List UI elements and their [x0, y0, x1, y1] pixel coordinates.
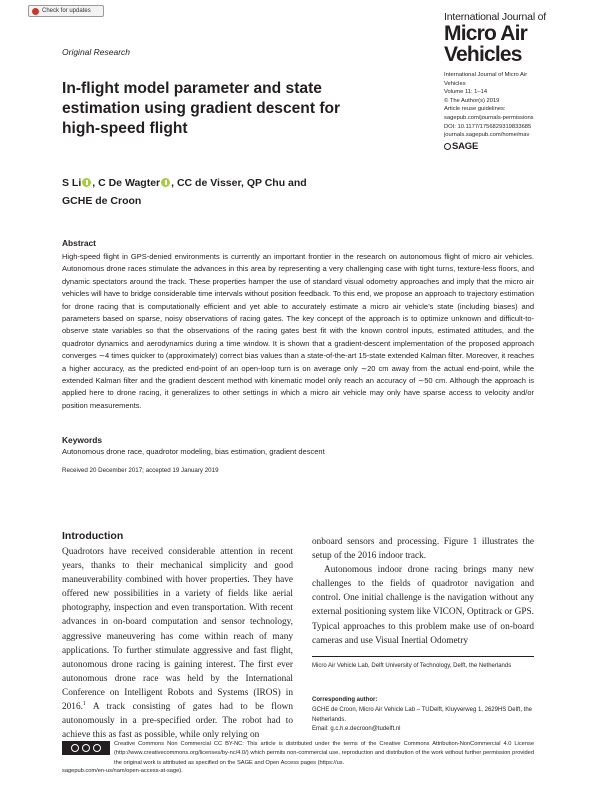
- creative-commons-icon[interactable]: [62, 741, 110, 755]
- meta-line: Article reuse guidelines:: [444, 106, 506, 113]
- journal-name-line-2: Micro Air: [444, 21, 528, 45]
- sage-logo-text: SAGE: [452, 141, 479, 152]
- check-for-updates-badge[interactable]: [28, 5, 104, 17]
- left-column: [62, 545, 293, 742]
- check-for-updates-label: Check for updates: [42, 8, 91, 14]
- citation-ref[interactable]: 1: [82, 700, 86, 707]
- journal-metadata: [444, 71, 579, 140]
- corresponding-author-address: GCHE de Croon, Micro Air Vehicle Lab – TUDelft, Kluyverweg 1, 2629HS Delft, the Netherlands.: [312, 707, 532, 723]
- orcid-icon[interactable]: [82, 178, 91, 187]
- author-name: S Li: [62, 177, 82, 189]
- paragraph: Autonomous indoor drone racing brings many new challenges to the fields of quadrotor navigation and control. One initial challenge is the navigation without any external positioning system like VICON, Optitrack or GPS. Typical approaches to this problem make use of on-board cameras and use Visual Inertial Odometry: [312, 565, 534, 646]
- journal-home-link[interactable]: journals.sagepub.com/home/mav: [444, 132, 530, 139]
- journal-masthead: [444, 12, 584, 65]
- meta-line: International Journal of Micro Air: [444, 72, 528, 78]
- license-link[interactable]: sagepub.com/en-us/nam/open-access-at-sage).: [62, 768, 183, 774]
- meta-line: Vehicles: [444, 80, 466, 87]
- sage-ring-icon: [444, 143, 451, 150]
- corresponding-author-details: [312, 706, 534, 735]
- article-type: Original Research: [62, 47, 131, 57]
- check-for-updates-icon: [32, 8, 39, 15]
- sage-logo: [444, 141, 478, 152]
- author-name: GCHE de Croon: [62, 195, 142, 207]
- corresponding-author-email[interactable]: Email: g.c.h.e.decroon@tudelft.nl: [312, 726, 401, 732]
- footnote-divider: [312, 656, 534, 657]
- meta-line: © The Author(s) 2019: [444, 97, 500, 104]
- abstract-heading: Abstract: [62, 238, 96, 248]
- cc-circle-icon: [71, 744, 79, 752]
- keywords-heading: Keywords: [62, 435, 103, 445]
- author-name: , CC de Visser, QP Chu and: [171, 177, 307, 189]
- doi-link[interactable]: DOI: 10.1177/1756829319833685: [444, 123, 532, 130]
- received-date: Received 20 December 2017; accepted 19 January 2019: [62, 467, 219, 474]
- paper-title: In-flight model parameter and state estimation using gradient descent for high-speed flight: [62, 80, 341, 137]
- author-name: , C De Wagter: [92, 177, 161, 189]
- abstract-text: High-speed flight in GPS-denied environments is currently an important frontier in the research on autonomous flight of micro air vehicles. Autonomous drone races stimulate the advances in this area by representing a very challenging case with tight turns, texture-less floors, and dynamic spectators around the track. These properties hamper the use of standard visual odometry approaches and imply that the micro air vehicles will have to bridge considerable time intervals without position feedback. To this end, we propose an approach to trajectory estimation for drone racing that is computationally efficient and yet able to accurately estimate a micro air vehicle’s state (including biases) and parameters based on sparse, noisy observations of racing gates. The key concept of the approach is to optimize unknown and difficult-to-observe state variables so that the observations of the racing gates best fit with the known control inputs, estimated attitudes, and the quadrotor dynamics and aerodynamics during a time window. It is shown that a gradient-descent implementation of the proposed approach converges ∼4 times quicker to (approximately) correct bias values than a state-of-the-art 15-state extended Kalman filter. Moreover, it reaches a higher accuracy, as the predicted end-point of an open-loop turn is on average only ∼20 cm away from the actual end-point, while the extended Kalman filter and the gradient descent method with kinematic model only reach an accuracy of ∼50 cm. Although the approach is applied here to drone racing, it generalizes to other settings in which a micro air vehicle may only have sparse access to velocity and/or position measurements.: [62, 252, 534, 410]
- affiliation: Micro Air Vehicle Lab, Delft University of Technology, Delft, the Netherlands: [312, 663, 512, 669]
- nc-circle-icon: [93, 744, 101, 752]
- right-column: [312, 535, 534, 648]
- intro-text: A track consisting of gates had to be flown autonomously in a pre-specified order. The robot had to achieve this as fast as possible, while only relying on: [62, 702, 293, 741]
- author-list: [62, 174, 382, 210]
- reuse-link[interactable]: sagepub.com/journals-permissions: [444, 114, 534, 121]
- corresponding-author-heading: Corresponding author:: [312, 697, 378, 703]
- meta-line: Volume 11: 1–14: [444, 89, 488, 96]
- paragraph: [62, 545, 293, 742]
- paragraph: onboard sensors and processing. Figure 1 illustrates the setup of the 2016 indoor track.: [312, 537, 534, 562]
- license-text: Creative Commons Non Commercial CC BY-NC: This article is distributed under the terms of the Creative Commons Attribution-NonCommercial 4.0 License (http://www.creativecommons.org/licenses/by-nc/4.0/) which permits non-commercial use, reproduction and distribution of the work without further permission provided the original work is attributed as specified on the SAGE and Open Access pages (https://us.: [114, 741, 534, 766]
- keywords-text: Autonomous drone race, quadrotor modeling, bias estimation, gradient descent: [62, 447, 325, 456]
- journal-name-line-1: International Journal of: [444, 11, 547, 23]
- by-circle-icon: [82, 744, 90, 752]
- intro-text: Quadrotors have received considerable attention in recent years, thanks to their mechanical simplicity and good maneuverability combined with hover properties. They have offered new possibilities in a variety of fields like aerial photography, inspection and even transportation. With recent advances in on-board computation and sensor technology, aggressive maneuvering has come within reach of many applications. To further stimulate aggressive and fast flight, autonomous drone racing is gaining interest. The first ever autonomous drone race was held by the International Conference on Intelligent Robots and Systems (IROS) in 2016.: [62, 547, 293, 713]
- orcid-icon[interactable]: [161, 178, 170, 187]
- introduction-heading: Introduction: [62, 530, 124, 542]
- journal-name-line-3: Vehicles: [444, 42, 522, 66]
